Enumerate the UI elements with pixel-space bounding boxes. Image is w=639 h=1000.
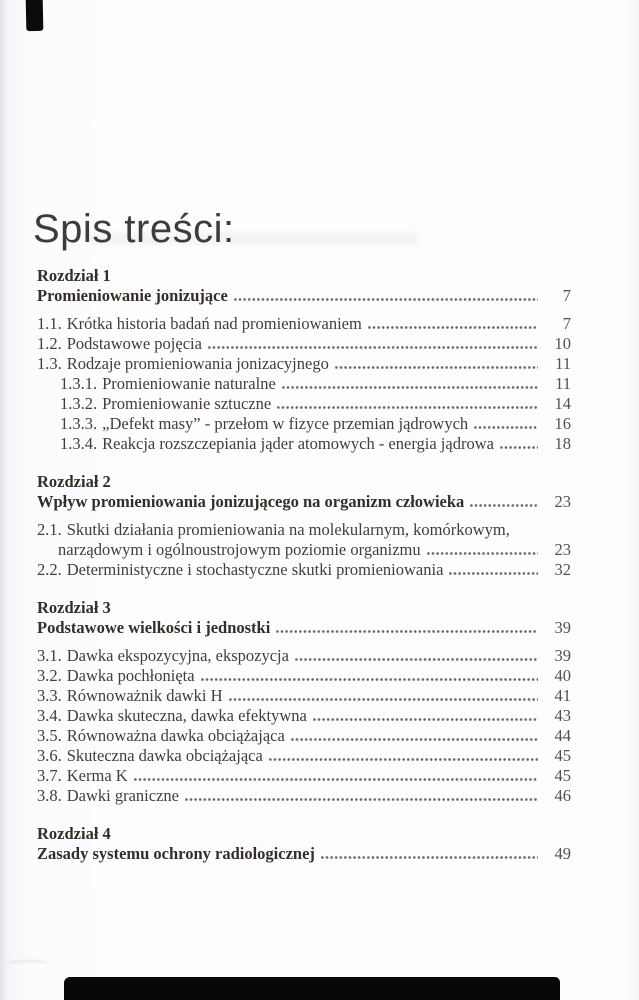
item-number: 2.1.: [37, 520, 62, 539]
page-number: 14: [554, 394, 571, 413]
item-label: Podstawowe pojęcia: [66, 334, 202, 353]
toc-item-row: [37, 374, 571, 394]
dot-leader: [134, 778, 538, 781]
page-number: 45: [554, 766, 571, 785]
chapter-title-row: [37, 618, 571, 638]
chapter-items: [37, 520, 571, 580]
toc-item-row: [37, 314, 571, 334]
page-number: 46: [554, 786, 571, 805]
page-number: 7: [562, 314, 571, 333]
item-number: 3.2.: [37, 666, 62, 685]
item-label: Dawka ekspozycyjna, ekspozycja: [66, 646, 289, 665]
chapter-number-label: Rozdział 4: [37, 824, 111, 843]
dot-leader: [229, 698, 538, 701]
chapter-title: Zasady systemu ochrony radiologicznej: [37, 844, 315, 863]
page-number: 44: [554, 726, 571, 745]
item-number: 3.6.: [37, 746, 62, 765]
page-number: 32: [554, 560, 571, 579]
dot-leader: [276, 630, 538, 633]
item-label: Krótka historia badań nad promieniowaniem: [66, 314, 362, 333]
chapter-label-row: [37, 824, 571, 844]
chapter-title-row: [37, 492, 571, 512]
toc-item-row: [37, 520, 571, 540]
item-number: 1.1.: [37, 314, 62, 333]
item-number: 3.5.: [37, 726, 62, 745]
toc-chapter: [37, 824, 571, 864]
toc-item-row: [37, 560, 571, 580]
toc-chapter: [37, 472, 571, 580]
page-number: 18: [554, 434, 571, 453]
item-number: 3.7.: [37, 766, 62, 785]
dot-leader: [368, 326, 538, 329]
dot-leader: [185, 798, 538, 801]
page-number: 39: [554, 618, 571, 637]
edge-smudge: [6, 960, 50, 971]
dot-leader: [313, 718, 538, 721]
scan-artifact-bottom-bar: [64, 977, 560, 1000]
dot-leader: [269, 758, 538, 761]
item-label: Równoważnik dawki H: [66, 686, 223, 705]
page-number: 7: [562, 286, 571, 305]
chapter-number-label: Rozdział 1: [37, 266, 111, 285]
page-number: 41: [554, 686, 571, 705]
item-number: 1.3.4.: [60, 434, 98, 453]
item-label: Skuteczna dawka obciążająca: [66, 746, 263, 765]
chapter-title: Wpływ promieniowania jonizującego na organizm człowieka: [37, 492, 465, 511]
dot-leader: [277, 406, 538, 409]
page-number: 16: [554, 414, 571, 433]
dot-leader: [335, 366, 538, 369]
item-number: 3.1.: [37, 646, 62, 665]
dot-leader: [500, 446, 538, 449]
page-number: 23: [554, 492, 571, 511]
page-number: 11: [555, 354, 571, 373]
chapter-title-row: [37, 844, 571, 864]
toc-item-row: [37, 706, 571, 726]
item-label: Kerma K: [66, 766, 128, 785]
item-label: Równoważna dawka obciążająca: [66, 726, 285, 745]
item-label: Skutki działania promieniowania na molekularnym, komórkowym,: [66, 520, 510, 539]
item-number: 1.2.: [37, 334, 62, 353]
toc-chapter: [37, 598, 571, 806]
toc-item-row: [37, 766, 571, 786]
dot-leader: [282, 386, 538, 389]
dot-leader: [291, 738, 538, 741]
page-number: 11: [555, 374, 571, 393]
item-number: 3.8.: [37, 786, 62, 805]
page-number: 43: [554, 706, 571, 725]
toc-chapter: [37, 266, 571, 454]
toc-item-row: [37, 646, 571, 666]
toc-item-row: [37, 666, 571, 686]
toc-item-row: [37, 686, 571, 706]
toc-item-continuation-row: [37, 540, 571, 560]
page-number: 45: [554, 746, 571, 765]
item-label: Promieniowanie sztuczne: [102, 394, 272, 413]
item-label: Dawka skuteczna, dawka efektywna: [66, 706, 307, 725]
chapter-title: Promieniowanie jonizujące: [37, 286, 228, 305]
dot-leader: [234, 298, 538, 301]
item-label-continued: narządowym i ogólnoustrojowym poziomie organizmu: [58, 540, 421, 559]
page-number: 40: [554, 666, 571, 685]
chapter-title: Podstawowe wielkości i jednostki: [37, 618, 271, 637]
chapter-label-row: [37, 472, 571, 492]
chapter-label-row: [37, 598, 571, 618]
dot-leader: [427, 552, 538, 555]
page-number: 49: [554, 844, 571, 863]
chapter-items: [37, 314, 571, 454]
toc-item-row: [37, 746, 571, 766]
item-number: 1.3.3.: [60, 414, 98, 433]
dot-leader: [449, 572, 538, 575]
page-number: 10: [554, 334, 571, 353]
toc-item-row: [37, 354, 571, 374]
chapter-title-row: [37, 286, 571, 306]
item-number: 3.3.: [37, 686, 62, 705]
chapter-number-label: Rozdział 2: [37, 472, 111, 491]
scan-artifact-top-left: [26, 0, 44, 31]
item-label: Dawka pochłonięta: [66, 666, 195, 685]
toc-item-row: [37, 334, 571, 354]
dot-leader: [474, 426, 538, 429]
toc-item-row: [37, 434, 571, 454]
dot-leader: [295, 658, 538, 661]
item-number: 3.4.: [37, 706, 62, 725]
chapter-number-label: Rozdział 3: [37, 598, 111, 617]
item-label: Dawki graniczne: [66, 786, 179, 805]
toc-item-row: [37, 394, 571, 414]
item-number: 1.3.2.: [60, 394, 98, 413]
item-label: Reakcja rozszczepiania jąder atomowych - energia jądrowa: [102, 434, 494, 453]
item-label: Rodzaje promieniowania jonizacyjnego: [66, 354, 329, 373]
toc-item-row: [37, 414, 571, 434]
dot-leader: [201, 678, 538, 681]
chapter-items: [37, 646, 571, 806]
dot-leader: [208, 346, 538, 349]
page-number: 39: [554, 646, 571, 665]
page-title: Spis treści:: [33, 206, 235, 251]
toc-item-row: [37, 726, 571, 746]
page-number: 23: [554, 540, 571, 559]
table-of-contents: [37, 266, 571, 864]
item-number: 1.3.1.: [60, 374, 98, 393]
item-number: 1.3.: [37, 354, 62, 373]
item-label: Promieniowanie naturalne: [102, 374, 276, 393]
toc-item-row: [37, 786, 571, 806]
dot-leader: [470, 504, 538, 507]
item-number: 2.2.: [37, 560, 62, 579]
chapter-label-row: [37, 266, 571, 286]
item-label: „Defekt masy” - przełom w fizyce przemian jądrowych: [102, 414, 469, 433]
dot-leader: [321, 856, 538, 859]
item-label: Deterministyczne i stochastyczne skutki promieniowania: [66, 560, 444, 579]
